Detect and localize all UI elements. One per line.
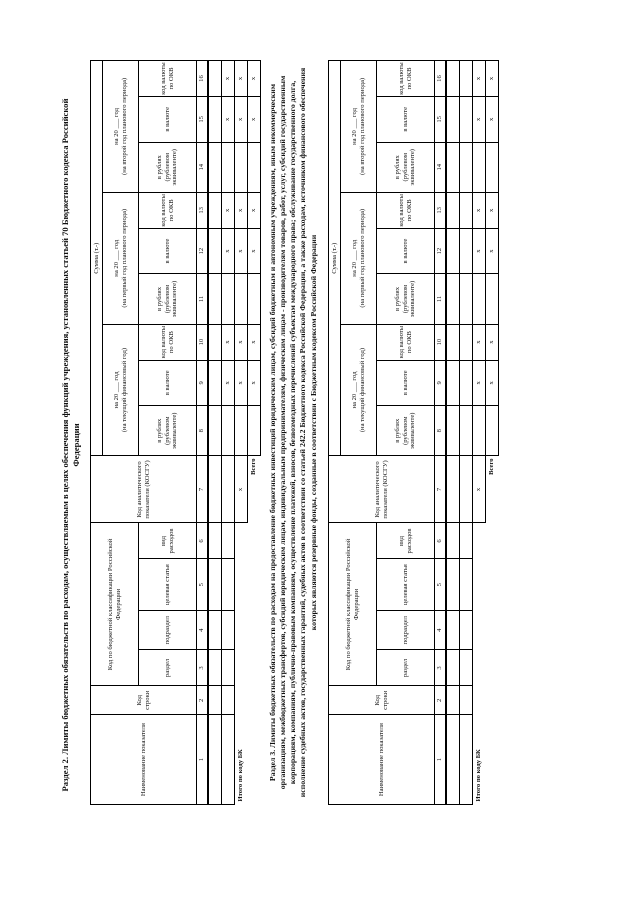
cell — [208, 715, 222, 805]
y3-rub-header: в рублях (рублевом эквиваленте) — [377, 142, 435, 192]
cell — [208, 456, 222, 523]
cell — [222, 406, 235, 456]
cell — [446, 456, 460, 523]
year3-header — [341, 61, 377, 193]
x-mark: x — [248, 192, 261, 228]
target-header: целевая статья — [377, 559, 435, 611]
y2-okv-header: код валюты по ОКВ — [377, 192, 435, 228]
x-mark: x — [473, 97, 486, 143]
total-all-row — [486, 61, 499, 805]
year3-header — [103, 61, 139, 193]
y1-rub-header: в рублях (рублевом эквиваленте) — [139, 406, 197, 456]
section2-title: Раздел 2. Лимиты бюджетных обязательств по расходам, осуществляемым в целях обеспечения функций учреждения, установленных статьей 70 Бюджетного кодекса Российской Федерации — [60, 98, 82, 792]
cell — [208, 97, 222, 143]
x-mark: x — [235, 360, 248, 406]
x-mark: x — [235, 192, 248, 228]
total-all-label: Всего — [250, 458, 258, 475]
x-mark: x — [248, 324, 261, 360]
total-bk-label: Итого по коду БК — [237, 749, 245, 802]
cell — [446, 686, 460, 715]
x-mark: x — [486, 61, 499, 97]
x-mark: x — [473, 360, 486, 406]
cell — [446, 274, 460, 324]
x-mark: x — [235, 61, 248, 97]
col-rowcode-header: Код строки — [91, 686, 197, 715]
cell — [460, 97, 473, 143]
cell — [208, 686, 222, 715]
colnum: 11 — [435, 274, 447, 324]
colnum: 16 — [435, 61, 447, 97]
section2-table — [90, 60, 261, 805]
x-mark: x — [473, 324, 486, 360]
x-mark: x — [222, 97, 235, 143]
x-mark: x — [248, 61, 261, 97]
colnum: 16 — [197, 61, 209, 97]
colnum: 11 — [197, 274, 209, 324]
x-mark: x — [222, 61, 235, 97]
colnum: 12 — [435, 228, 447, 274]
colnum: 9 — [435, 360, 447, 406]
cell — [486, 274, 499, 324]
x-mark: x — [222, 192, 235, 228]
y2-curr-header: в валюте — [377, 228, 435, 274]
col-kosgu-header: Код аналитического показателя (КОСГУ) — [329, 456, 435, 523]
cell — [446, 610, 460, 650]
year3-sub: (на второй год планового периода) — [358, 77, 366, 175]
cell — [208, 650, 222, 686]
cell — [208, 610, 222, 650]
cell — [460, 324, 473, 360]
podrazdel-header: подраздел — [139, 610, 197, 650]
cell — [446, 192, 460, 228]
year3-label: на 20 ___ год — [112, 108, 120, 145]
cell — [222, 142, 235, 192]
table-row — [460, 61, 473, 805]
cell — [446, 142, 460, 192]
cell — [473, 142, 486, 192]
cell — [208, 523, 222, 559]
colnum: 14 — [197, 142, 209, 192]
colnum: 6 — [197, 523, 209, 559]
colnum: 6 — [435, 523, 447, 559]
cell — [208, 228, 222, 274]
colnum: 9 — [197, 360, 209, 406]
y1-okv-header: код валюты по ОКВ — [377, 324, 435, 360]
cell — [460, 228, 473, 274]
y3-okv-header: код валюты по ОКВ — [139, 61, 197, 97]
cell — [222, 715, 235, 805]
cell — [208, 360, 222, 406]
y2-curr-header: в валюте — [139, 228, 197, 274]
y1-curr-header: в валюте — [377, 360, 435, 406]
cell — [460, 650, 473, 686]
x-mark: x — [486, 360, 499, 406]
y3-okv-header: код валюты по ОКВ — [377, 61, 435, 97]
cell — [208, 192, 222, 228]
colnum: 12 — [197, 228, 209, 274]
total-bk-row — [473, 61, 486, 805]
cell — [222, 456, 235, 523]
cell — [446, 559, 460, 611]
x-mark: x — [473, 228, 486, 274]
cell — [460, 61, 473, 97]
cell — [208, 61, 222, 97]
colnum: 4 — [197, 610, 209, 650]
cell — [208, 559, 222, 611]
x-mark: x — [486, 228, 499, 274]
colnum: 3 — [435, 650, 447, 686]
cell — [446, 61, 460, 97]
year2-header — [341, 192, 377, 324]
cell — [460, 142, 473, 192]
cell — [460, 559, 473, 611]
cell — [486, 406, 499, 456]
y1-okv-header: код валюты по ОКВ — [139, 324, 197, 360]
cell — [446, 406, 460, 456]
colnum: 2 — [435, 686, 447, 715]
cell — [460, 192, 473, 228]
year3-label: на 20 ___ год — [350, 108, 358, 145]
colnum: 14 — [435, 142, 447, 192]
x-mark: x — [235, 97, 248, 143]
cell — [446, 324, 460, 360]
colnum: 5 — [435, 559, 447, 611]
section3-table — [328, 60, 499, 805]
year2-sub: (на первый год планового периода) — [358, 208, 366, 308]
target-header: целевая статья — [139, 559, 197, 611]
cell — [446, 228, 460, 274]
total-all-row — [248, 61, 261, 805]
year1-label: на 20 ___ год — [112, 371, 120, 409]
x-mark: x — [222, 324, 235, 360]
y2-rub-header: в рублях (рублевом эквиваленте) — [139, 274, 197, 324]
cell — [460, 686, 473, 715]
x-mark: x — [486, 97, 499, 143]
x-mark: x — [486, 324, 499, 360]
total-bk-row — [235, 61, 248, 805]
cell — [248, 406, 261, 456]
cell — [446, 97, 460, 143]
col-bk-header: Код по бюджетной классификации Российской Федерации — [329, 523, 377, 686]
colnum: 15 — [197, 97, 209, 143]
cell — [222, 274, 235, 324]
razdel-header: раздел — [377, 650, 435, 686]
razdel-header: раздел — [139, 650, 197, 686]
year1-header — [103, 324, 139, 456]
cell — [460, 456, 473, 523]
cell — [208, 324, 222, 360]
colnum: 10 — [435, 324, 447, 360]
x-mark: x — [248, 228, 261, 274]
y1-rub-header: в рублях (рублевом эквиваленте) — [377, 406, 435, 456]
vid-header: вид расходов — [377, 523, 435, 559]
cell — [222, 650, 235, 686]
colnum: 7 — [435, 456, 447, 523]
table-row — [208, 61, 222, 805]
cell — [460, 360, 473, 406]
cell — [486, 142, 499, 192]
cell — [473, 406, 486, 456]
podrazdel-header: подраздел — [377, 610, 435, 650]
colnum: 13 — [435, 192, 447, 228]
section3-title: Раздел 3. Лимиты бюджетных обязательств по расходам на предоставление бюджетных инвестиций юридическим лицам, субсидий бюджетным и автономным учреждениям, иным некоммерческим организациям, межбюджетных трансфертов, субсидий юридическим лицам, индивидуальным предпринимателям, физическим лицам - производителям товаров, работ, услуг, субсидий государственным корпорациям, компаниям, публично-правовым компаниям, осуществление платежей, взносов, безвозмездных перечислений субъектам международного права; обслуживание государственного долга, исполнение судебных актов, государственных гарантий, судебных актов в соответствии со статьей 242.2 Бюджетного кодекса Российской Федерации, а также расходам, источником финансового обеспечения которых являются резервные фонды, созданные в соответствии с Бюджетным кодексом Российской Федерации — [268, 67, 318, 798]
year2-header — [103, 192, 139, 324]
y2-rub-header: в рублях (рублевом эквиваленте) — [377, 274, 435, 324]
cell — [460, 523, 473, 559]
cell — [208, 274, 222, 324]
cell — [222, 610, 235, 650]
col-sum-header: Сумма (т.-) — [329, 61, 341, 456]
col-name-header: Наименование показателя — [91, 715, 197, 805]
colnum: 8 — [435, 406, 447, 456]
colnum: 4 — [435, 610, 447, 650]
cell — [460, 406, 473, 456]
x-mark: x — [222, 228, 235, 274]
cell — [248, 274, 261, 324]
cell — [208, 142, 222, 192]
col-name-header: Наименование показателя — [329, 715, 435, 805]
year1-label: на 20 ___ год — [350, 371, 358, 409]
y1-curr-header: в валюте — [139, 360, 197, 406]
year2-label: на 20 ___ год — [350, 239, 358, 277]
table-row — [446, 61, 460, 805]
vid-header: вид расходов — [139, 523, 197, 559]
x-mark: x — [248, 360, 261, 406]
x-mark: x — [473, 61, 486, 97]
cell — [446, 715, 460, 805]
cell — [235, 274, 248, 324]
cell — [446, 523, 460, 559]
year2-label: на 20 ___ год — [112, 239, 120, 277]
year1-header — [341, 324, 377, 456]
cell — [446, 650, 460, 686]
y3-rub-header: в рублях (рублевом эквиваленте) — [139, 142, 197, 192]
colnum: 2 — [197, 686, 209, 715]
x-mark: x — [235, 228, 248, 274]
col-rowcode-header: Код строки — [329, 686, 435, 715]
colnum: 15 — [435, 97, 447, 143]
x-mark: x — [473, 456, 486, 523]
col-sum-header: Сумма (т.-) — [91, 61, 103, 456]
cell — [235, 142, 248, 192]
cell — [222, 523, 235, 559]
colnum: 13 — [197, 192, 209, 228]
year1-sub: (на текущий финансовый год) — [120, 347, 128, 433]
x-mark: x — [248, 97, 261, 143]
col-kosgu-header: Код аналитического показателя (КОСГУ) — [91, 456, 197, 523]
x-mark: x — [473, 192, 486, 228]
colnum: 1 — [197, 715, 209, 805]
y2-okv-header: код валюты по ОКВ — [139, 192, 197, 228]
cell — [235, 406, 248, 456]
cell — [222, 559, 235, 611]
cell — [460, 274, 473, 324]
x-mark: x — [486, 192, 499, 228]
y3-curr-header: в валюте — [139, 97, 197, 143]
colnum: 3 — [197, 650, 209, 686]
cell — [460, 715, 473, 805]
y3-curr-header: в валюте — [377, 97, 435, 143]
colnum: 10 — [197, 324, 209, 360]
cell — [222, 686, 235, 715]
total-bk-label: Итого по коду БК — [475, 749, 483, 802]
cell — [460, 610, 473, 650]
total-all-label: Всего — [488, 458, 496, 475]
x-mark: x — [235, 324, 248, 360]
year1-sub: (на текущий финансовый год) — [358, 347, 366, 433]
colnum: 8 — [197, 406, 209, 456]
year2-sub: (на первый год планового периода) — [120, 208, 128, 308]
cell — [248, 142, 261, 192]
cell — [446, 360, 460, 406]
table-row — [222, 61, 235, 805]
col-bk-header: Код по бюджетной классификации Российской Федерации — [91, 523, 139, 686]
year3-sub: (на второй год планового периода) — [120, 77, 128, 175]
colnum: 1 — [435, 715, 447, 805]
x-mark: x — [222, 360, 235, 406]
colnum: 5 — [197, 559, 209, 611]
colnum: 7 — [197, 456, 209, 523]
cell — [473, 274, 486, 324]
cell — [208, 406, 222, 456]
x-mark: x — [235, 456, 248, 523]
